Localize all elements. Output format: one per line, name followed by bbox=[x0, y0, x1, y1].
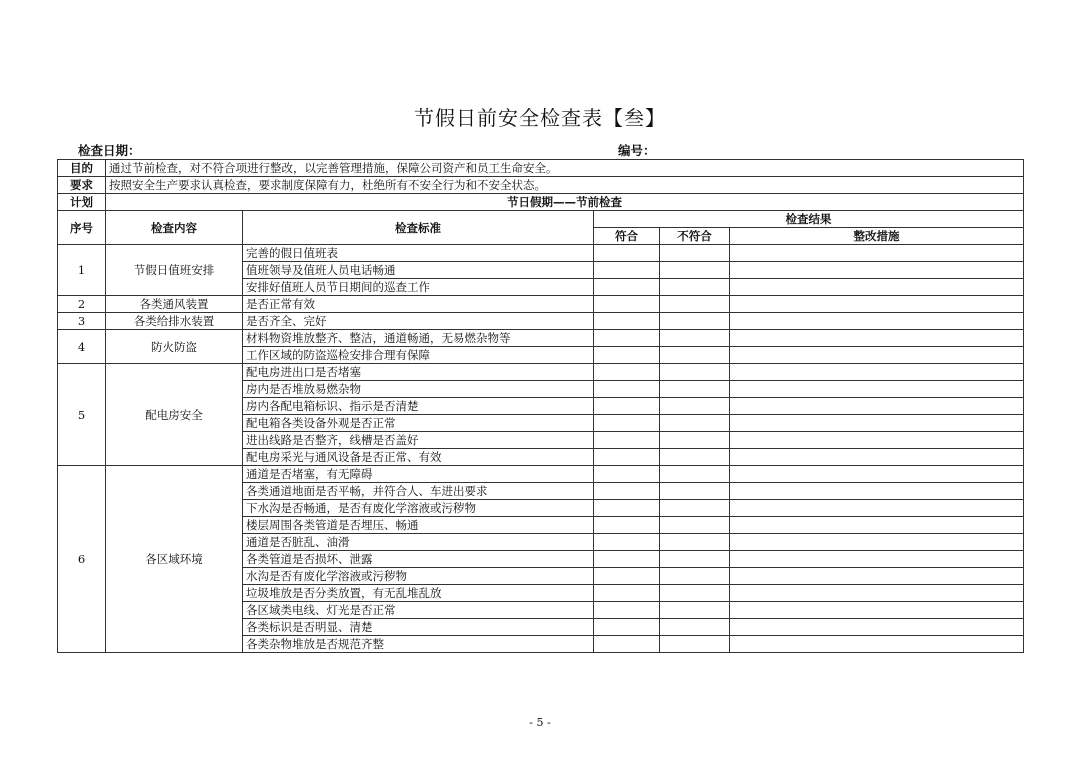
nonconform-cell[interactable] bbox=[660, 398, 730, 415]
nonconform-cell[interactable] bbox=[660, 262, 730, 279]
nonconform-cell[interactable] bbox=[660, 381, 730, 398]
measures-cell[interactable] bbox=[730, 313, 1024, 330]
measures-cell[interactable] bbox=[730, 245, 1024, 262]
measures-cell[interactable] bbox=[730, 296, 1024, 313]
item-content: 各类通风装置 bbox=[106, 296, 243, 313]
requirement-row bbox=[58, 177, 1024, 194]
measures-cell[interactable] bbox=[730, 364, 1024, 381]
measures-cell[interactable] bbox=[730, 415, 1024, 432]
nonconform-cell[interactable] bbox=[660, 245, 730, 262]
conform-cell[interactable] bbox=[594, 602, 660, 619]
item-seq: 3 bbox=[58, 313, 106, 330]
item-standard: 房内各配电箱标识、指示是否清楚 bbox=[243, 398, 594, 415]
conform-cell[interactable] bbox=[594, 585, 660, 602]
conform-cell[interactable] bbox=[594, 534, 660, 551]
conform-cell[interactable] bbox=[594, 483, 660, 500]
requirement-text: 按照安全生产要求认真检查，要求制度保障有力，杜绝所有不安全行为和不安全状态。 bbox=[106, 177, 1024, 194]
item-content: 配电房安全 bbox=[106, 364, 243, 466]
plan-label: 计划 bbox=[58, 194, 106, 211]
measures-cell[interactable] bbox=[730, 381, 1024, 398]
nonconform-cell[interactable] bbox=[660, 347, 730, 364]
item-standard: 楼层周围各类管道是否埋压、畅通 bbox=[243, 517, 594, 534]
item-standard: 各区域类电线、灯光是否正常 bbox=[243, 602, 594, 619]
measures-cell[interactable] bbox=[730, 398, 1024, 415]
item-standard: 工作区域的防盗巡检安排合理有保障 bbox=[243, 347, 594, 364]
measures-cell[interactable] bbox=[730, 585, 1024, 602]
measures-cell[interactable] bbox=[730, 466, 1024, 483]
nonconform-cell[interactable] bbox=[660, 568, 730, 585]
purpose-row bbox=[58, 160, 1024, 177]
item-standard: 垃圾堆放是否分类放置，有无乱堆乱放 bbox=[243, 585, 594, 602]
nonconform-cell[interactable] bbox=[660, 432, 730, 449]
nonconform-cell[interactable] bbox=[660, 313, 730, 330]
table-row bbox=[58, 296, 1024, 313]
conform-cell[interactable] bbox=[594, 619, 660, 636]
nonconform-cell[interactable] bbox=[660, 279, 730, 296]
item-standard: 通道是否堵塞，有无障碍 bbox=[243, 466, 594, 483]
item-standard: 材料物资堆放整齐、整洁，通道畅通，无易燃杂物等 bbox=[243, 330, 594, 347]
conform-header: 符合 bbox=[594, 228, 660, 245]
nonconform-cell[interactable] bbox=[660, 500, 730, 517]
measures-cell[interactable] bbox=[730, 534, 1024, 551]
table-row bbox=[58, 330, 1024, 347]
item-content: 各类给排水装置 bbox=[106, 313, 243, 330]
item-content: 节假日值班安排 bbox=[106, 245, 243, 296]
item-standard: 是否齐全、完好 bbox=[243, 313, 594, 330]
measures-cell[interactable] bbox=[730, 551, 1024, 568]
nonconform-cell[interactable] bbox=[660, 636, 730, 653]
item-standard: 各类通道地面是否平畅，并符合人、车进出要求 bbox=[243, 483, 594, 500]
conform-cell[interactable] bbox=[594, 449, 660, 466]
inspection-table bbox=[57, 159, 1024, 653]
page-number: - 5 - bbox=[529, 716, 551, 729]
conform-cell[interactable] bbox=[594, 500, 660, 517]
item-standard: 是否正常有效 bbox=[243, 296, 594, 313]
nonconform-cell[interactable] bbox=[660, 602, 730, 619]
measures-cell[interactable] bbox=[730, 279, 1024, 296]
result-header: 检查结果 bbox=[594, 211, 1024, 228]
conform-cell[interactable] bbox=[594, 245, 660, 262]
measures-cell[interactable] bbox=[730, 483, 1024, 500]
measures-cell[interactable] bbox=[730, 636, 1024, 653]
nonconform-cell[interactable] bbox=[660, 585, 730, 602]
nonconform-cell[interactable] bbox=[660, 296, 730, 313]
nonconform-cell[interactable] bbox=[660, 517, 730, 534]
measures-cell[interactable] bbox=[730, 449, 1024, 466]
serial-number-label: 编号： bbox=[618, 143, 656, 158]
item-standard: 各类杂物堆放是否规范齐整 bbox=[243, 636, 594, 653]
nonconform-cell[interactable] bbox=[660, 449, 730, 466]
conform-cell[interactable] bbox=[594, 398, 660, 415]
nonconform-cell[interactable] bbox=[660, 466, 730, 483]
conform-cell[interactable] bbox=[594, 517, 660, 534]
item-standard: 进出线路是否整齐，线槽是否盖好 bbox=[243, 432, 594, 449]
item-standard: 值班领导及值班人员电话畅通 bbox=[243, 262, 594, 279]
item-standard: 各类管道是否损坏、泄露 bbox=[243, 551, 594, 568]
table-row bbox=[58, 245, 1024, 262]
plan-text: 节日假期——节前检查 bbox=[106, 194, 1024, 211]
item-standard: 配电箱各类设备外观是否正常 bbox=[243, 415, 594, 432]
requirement-label: 要求 bbox=[58, 177, 106, 194]
item-standard: 房内是否堆放易燃杂物 bbox=[243, 381, 594, 398]
measures-cell[interactable] bbox=[730, 330, 1024, 347]
table-row bbox=[58, 364, 1024, 381]
conform-cell[interactable] bbox=[594, 279, 660, 296]
item-standard: 完善的假日值班表 bbox=[243, 245, 594, 262]
conform-cell[interactable] bbox=[594, 262, 660, 279]
item-standard: 下水沟是否畅通，是否有废化学溶液或污秽物 bbox=[243, 500, 594, 517]
item-seq: 2 bbox=[58, 296, 106, 313]
item-seq: 5 bbox=[58, 364, 106, 466]
content-header: 检查内容 bbox=[106, 211, 243, 245]
measures-header: 整改措施 bbox=[730, 228, 1024, 245]
item-seq: 6 bbox=[58, 466, 106, 653]
item-standard: 水沟是否有废化学溶液或污秽物 bbox=[243, 568, 594, 585]
nonconform-cell[interactable] bbox=[660, 330, 730, 347]
conform-cell[interactable] bbox=[594, 636, 660, 653]
item-content: 各区域环境 bbox=[106, 466, 243, 653]
item-standard: 配电房进出口是否堵塞 bbox=[243, 364, 594, 381]
item-standard: 安排好值班人员节日期间的巡查工作 bbox=[243, 279, 594, 296]
nonconform-cell[interactable] bbox=[660, 534, 730, 551]
measures-cell[interactable] bbox=[730, 619, 1024, 636]
item-standard: 各类标识是否明显、清楚 bbox=[243, 619, 594, 636]
item-standard: 配电房采光与通风设备是否正常、有效 bbox=[243, 449, 594, 466]
conform-cell[interactable] bbox=[594, 551, 660, 568]
check-date-label: 检查日期： bbox=[78, 143, 141, 158]
purpose-text: 通过节前检查，对不符合项进行整改，以完善管理措施，保障公司资产和员工生命安全。 bbox=[106, 160, 1024, 177]
item-standard: 通道是否脏乱、油滑 bbox=[243, 534, 594, 551]
conform-cell[interactable] bbox=[594, 432, 660, 449]
conform-cell[interactable] bbox=[594, 330, 660, 347]
conform-cell[interactable] bbox=[594, 296, 660, 313]
conform-cell[interactable] bbox=[594, 364, 660, 381]
measures-cell[interactable] bbox=[730, 262, 1024, 279]
measures-cell[interactable] bbox=[730, 432, 1024, 449]
table-row bbox=[58, 466, 1024, 483]
conform-cell[interactable] bbox=[594, 313, 660, 330]
nonconform-cell[interactable] bbox=[660, 483, 730, 500]
conform-cell[interactable] bbox=[594, 347, 660, 364]
conform-cell[interactable] bbox=[594, 415, 660, 432]
table-row bbox=[58, 313, 1024, 330]
nonconform-cell[interactable] bbox=[660, 619, 730, 636]
nonconform-cell[interactable] bbox=[660, 415, 730, 432]
conform-cell[interactable] bbox=[594, 381, 660, 398]
nonconform-cell[interactable] bbox=[660, 364, 730, 381]
item-content: 防火防盗 bbox=[106, 330, 243, 364]
measures-cell[interactable] bbox=[730, 568, 1024, 585]
plan-row bbox=[58, 194, 1024, 211]
conform-cell[interactable] bbox=[594, 568, 660, 585]
nonconform-header: 不符合 bbox=[660, 228, 730, 245]
header-row-1 bbox=[58, 211, 1024, 228]
page-title: 节假日前安全检查表【叁】 bbox=[414, 106, 666, 130]
item-seq: 4 bbox=[58, 330, 106, 364]
measures-cell[interactable] bbox=[730, 517, 1024, 534]
item-seq: 1 bbox=[58, 245, 106, 296]
purpose-label: 目的 bbox=[58, 160, 106, 177]
conform-cell[interactable] bbox=[594, 466, 660, 483]
standard-header: 检查标准 bbox=[243, 211, 594, 245]
nonconform-cell[interactable] bbox=[660, 551, 730, 568]
measures-cell[interactable] bbox=[730, 347, 1024, 364]
measures-cell[interactable] bbox=[730, 500, 1024, 517]
measures-cell[interactable] bbox=[730, 602, 1024, 619]
seq-header: 序号 bbox=[58, 211, 106, 245]
